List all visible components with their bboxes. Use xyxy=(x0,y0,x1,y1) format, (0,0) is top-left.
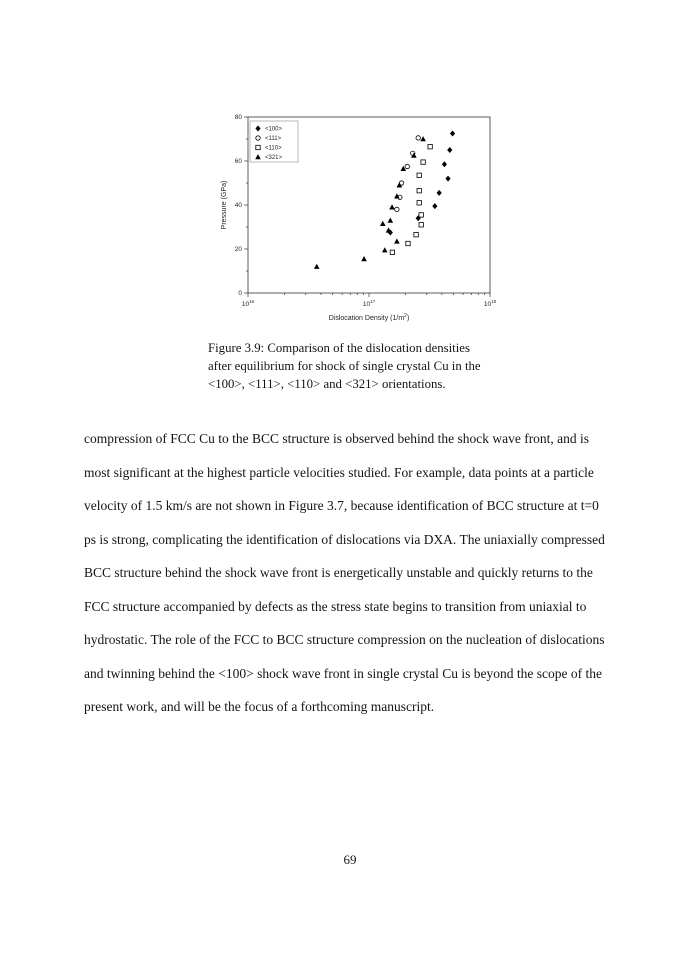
data-point xyxy=(256,145,260,149)
series-321 xyxy=(314,136,426,269)
data-point xyxy=(389,204,395,209)
page-number: 69 xyxy=(343,852,357,867)
data-point xyxy=(419,223,423,227)
data-point xyxy=(380,221,386,226)
body-paragraph xyxy=(84,422,629,724)
data-point xyxy=(361,256,367,261)
x-axis-label: Dislocation Density $(1/m^2)$ xyxy=(328,313,410,322)
data-point xyxy=(382,247,388,252)
data-point xyxy=(394,238,400,243)
legend-label: <321> xyxy=(265,155,283,162)
body-text-line: velocity of 1.5 km/s are not shown in Figure 3.7, because identification of BCC structure at t=0 xyxy=(84,498,599,513)
data-point xyxy=(417,189,421,193)
data-point xyxy=(421,160,425,164)
figure-3-9-chart xyxy=(200,100,510,335)
x-tick-label: $10^{18}$ xyxy=(483,299,497,308)
data-point xyxy=(390,250,394,254)
series-110 xyxy=(390,145,432,255)
series-100 xyxy=(388,131,455,236)
figure-caption-line: <100>, <111>, <110> and <321> orientations. xyxy=(208,377,446,391)
series-111 xyxy=(395,136,421,212)
scatter-plot-svg xyxy=(200,100,510,335)
data-point xyxy=(417,173,421,177)
body-text-line: FCC structure accompanied by defects as the stress state begins to transition from uniaxial to xyxy=(84,598,587,614)
y-tick-label: 60 xyxy=(234,158,242,166)
y-tick-label: 20 xyxy=(234,246,242,254)
data-point xyxy=(406,241,410,245)
data-point xyxy=(419,213,423,217)
x-tick-label: $10^{16}$ xyxy=(241,299,255,308)
data-point xyxy=(432,203,437,209)
x-tick-label: $10^{17}$ xyxy=(362,299,376,308)
legend-label: <100> xyxy=(265,126,283,133)
body-text-line: most significant at the highest particle velocities studied. For example, data points at a particle xyxy=(84,464,594,480)
data-point xyxy=(428,145,432,149)
data-point xyxy=(388,218,394,223)
body-text-line: ps is strong, complicating the identification of dislocations via DXA. The uniaxially compressed xyxy=(84,531,605,547)
data-point xyxy=(450,131,455,137)
data-point xyxy=(445,176,450,182)
y-axis-label: Pressure (GPa) xyxy=(221,180,228,230)
figure-caption-line: after equilibrium for shock of single crystal Cu in the xyxy=(208,359,481,373)
body-text-line: present work, and will be the focus of a forthcoming manuscript. xyxy=(84,699,435,714)
data-point xyxy=(395,207,399,211)
data-point xyxy=(256,136,260,140)
data-point xyxy=(437,190,442,196)
y-tick-label: 40 xyxy=(234,202,242,210)
body-text-line: and twinning behind the <100> shock wave front in single crystal Cu is beyond the scope of the xyxy=(84,665,603,681)
data-point xyxy=(416,136,420,140)
data-point xyxy=(417,201,421,205)
body-text-line: compression of FCC Cu to the BCC structure is observed behind the shock wave front, and is xyxy=(84,431,590,446)
body-text-line: hydrostatic. The role of the FCC to BCC structure compression on the nucleation of dislocations xyxy=(84,632,605,647)
data-point xyxy=(414,233,418,237)
legend-label: <110> xyxy=(265,145,282,152)
data-point xyxy=(314,264,320,269)
data-point xyxy=(447,147,452,153)
data-point xyxy=(442,161,447,167)
data-point xyxy=(405,164,409,168)
body-text-line: BCC structure behind the shock wave front is energetically unstable and quickly returns to the xyxy=(84,565,593,580)
figure-caption xyxy=(208,339,528,393)
y-tick-label: 0 xyxy=(238,290,242,298)
y-tick-label: 80 xyxy=(234,114,242,122)
figure-caption-line: Figure 3.9: Comparison of the dislocation densities xyxy=(208,341,470,355)
legend-label: <111> xyxy=(265,136,282,143)
legend xyxy=(250,121,298,162)
data-point xyxy=(420,136,426,141)
